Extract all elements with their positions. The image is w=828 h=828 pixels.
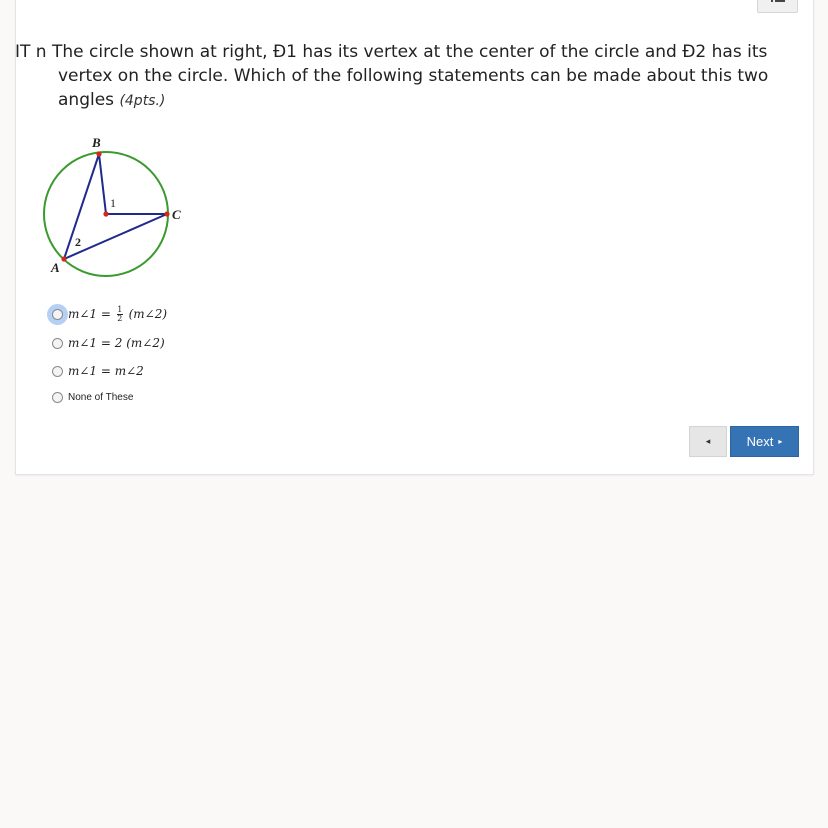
- choice-2[interactable]: [52, 333, 165, 353]
- question-line-3: [15, 88, 775, 113]
- points-label: (4pts.): [119, 93, 166, 109]
- previous-button[interactable]: [689, 426, 727, 457]
- next-button[interactable]: [730, 426, 799, 457]
- next-button-label: Next: [746, 434, 774, 449]
- choice-1-right: (m∠2): [124, 306, 168, 321]
- point-b: [96, 151, 101, 156]
- question-line-2: vertex on the circle. Which of the following statements can be made about this two: [58, 66, 769, 86]
- radio-choice-2[interactable]: [52, 338, 63, 349]
- point-c: [164, 211, 169, 216]
- next-arrow-icon: ▸: [778, 437, 783, 446]
- radio-choice-4[interactable]: [52, 392, 63, 403]
- choice-1[interactable]: [52, 304, 167, 324]
- label-angle-2: 2: [75, 235, 81, 249]
- choice-1-left: m∠1 =: [68, 306, 115, 321]
- choice-4-label: None of These: [68, 391, 134, 403]
- choice-3[interactable]: [52, 361, 144, 381]
- choice-3-label: m∠1 = m∠2: [68, 364, 144, 378]
- label-angle-1: 1: [110, 196, 116, 210]
- point-a: [61, 256, 66, 261]
- fraction-denominator: 2: [117, 313, 123, 323]
- question-list-button[interactable]: [757, 0, 798, 13]
- label-a: A: [51, 260, 60, 275]
- label-c: C: [172, 207, 181, 222]
- choice-2-label: m∠1 = 2 (m∠2): [68, 336, 165, 350]
- choice-1-label: [68, 306, 167, 323]
- list-icon: [771, 0, 785, 4]
- radio-choice-3[interactable]: [52, 366, 63, 377]
- circle-figure: [30, 128, 190, 278]
- previous-arrow-icon: ◂: [705, 436, 711, 447]
- choice-4[interactable]: [52, 387, 133, 407]
- fraction-numerator: 1: [117, 304, 123, 314]
- question-line-1: IT n The circle shown at right, Ð1 has its vertex at the center of the circle and Ð2 has its: [15, 42, 768, 62]
- radio-choice-1[interactable]: [52, 309, 63, 320]
- label-b: B: [92, 135, 101, 150]
- point-center: [103, 211, 108, 216]
- fraction-one-half: [117, 306, 123, 323]
- question-line-3-text: angles: [58, 90, 115, 110]
- question-text: [15, 40, 775, 113]
